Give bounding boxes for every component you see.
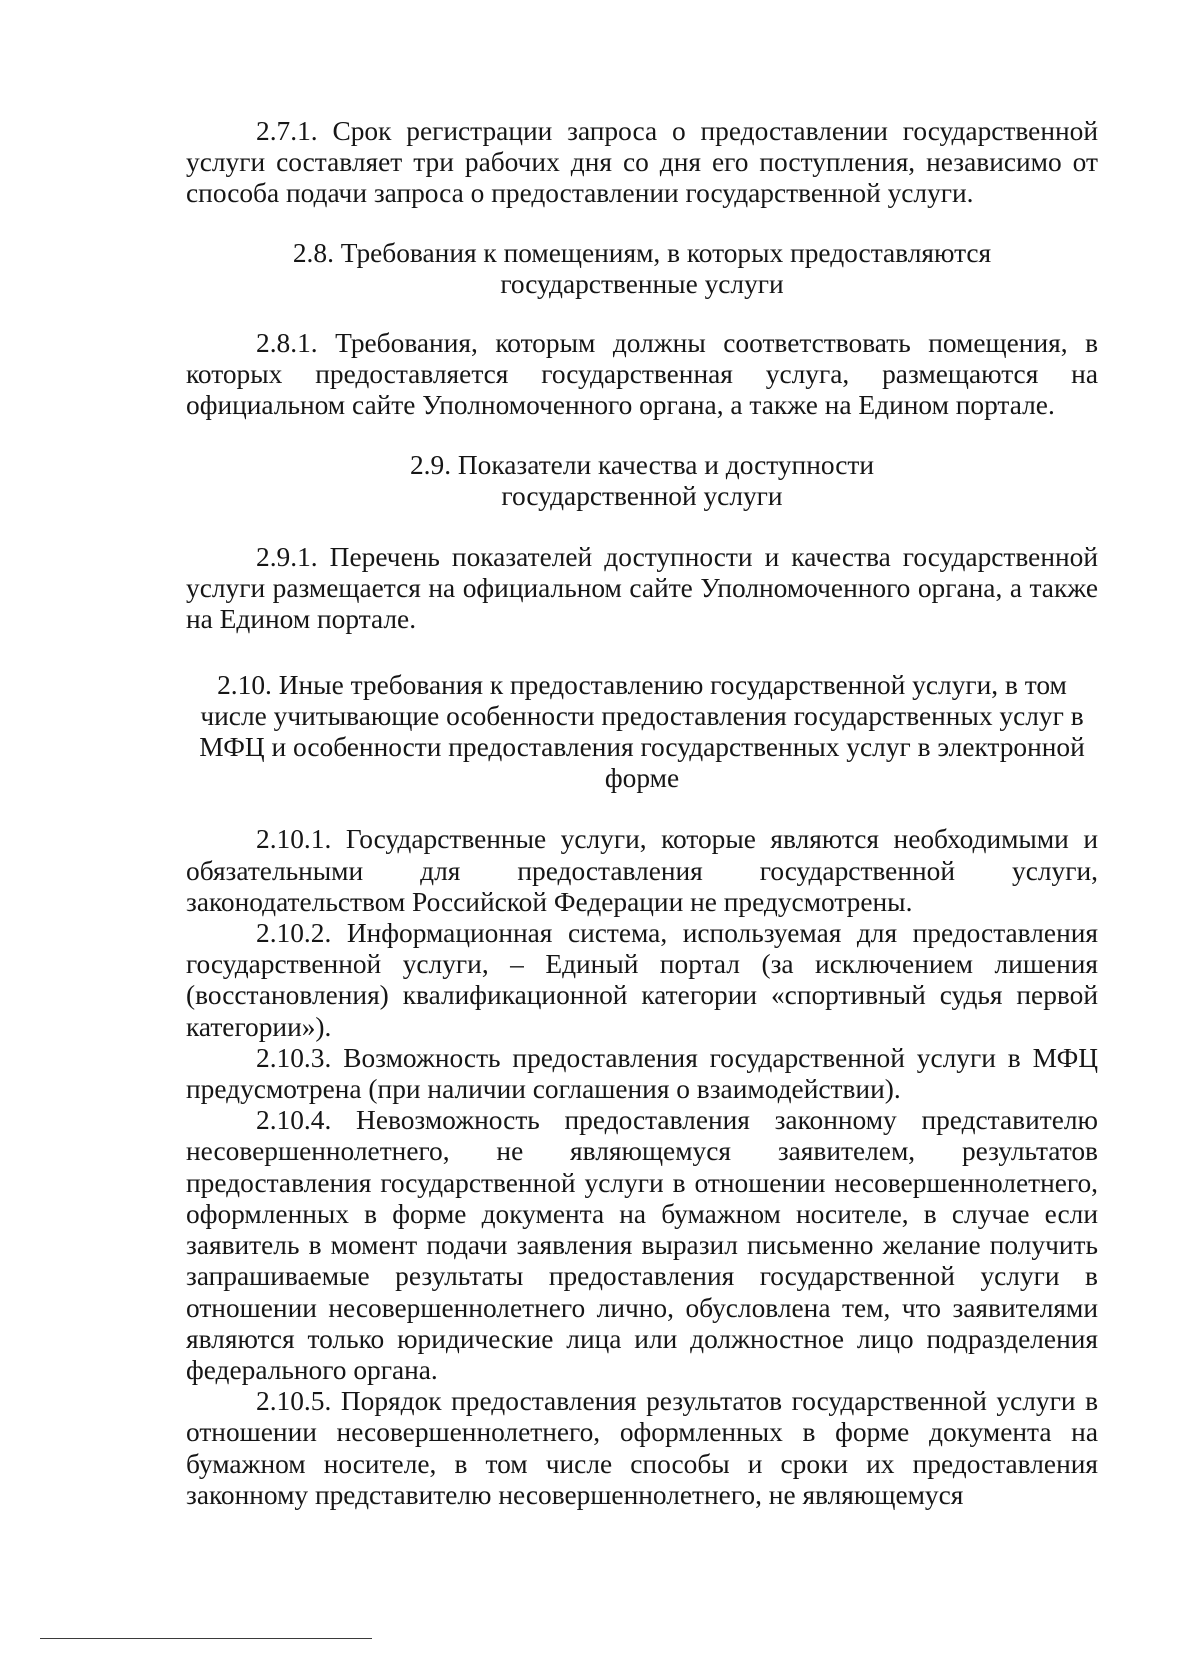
paragraph-2-8-1: 2.8.1. Требования, которым должны соответствовать помещения, в которых предоставляется государственная услуга, размещаются на официальном сайте Уполномоченного органа, а также на Едином портале. bbox=[186, 328, 1098, 421]
heading-2-10-line: МФЦ и особенности предоставления государственных услуг в электронной bbox=[199, 732, 1085, 763]
heading-2-10-line: 2.10. Иные требования к предоставлению государственной услуги, в том bbox=[217, 669, 1067, 700]
heading-2-10-line: форме bbox=[604, 763, 680, 794]
footnote-separator-line bbox=[40, 1638, 372, 1639]
paragraph-2-10-3: 2.10.3. Возможность предоставления государственной услуги в МФЦ предусмотрена (при наличии соглашения о взаимодействии). bbox=[186, 1042, 1098, 1105]
heading-2-9 bbox=[186, 450, 1098, 512]
heading-2-9-line: государственной услуги bbox=[501, 480, 783, 511]
paragraph-2-9-1: 2.9.1. Перечень показателей доступности и качества государственной услуги размещается на официальном сайте Уполномоченного органа, а также на Едином портале. bbox=[186, 542, 1098, 635]
paragraph-2-10-2: 2.10.2. Информационная система, используемая для предоставления государственной услуги, – Единый портал (за исключением лишения (восстановления) квалификационной категории «спортивный судья первой категории»). bbox=[186, 918, 1098, 1042]
paragraph-2-10-4: 2.10.4. Невозможность предоставления законному представителю несовершеннолетнего, не являющемуся заявителем, результатов предоставления государственной услуги в отношении несовершеннолетнего, оформленных в форме документа на бумажном носителе, в случае если заявитель в момент подачи заявления выразил письменно желание получить запрашиваемые результаты предоставления государственной услуги в отношении несовершеннолетнего лично, обусловлена тем, что заявителями являются только юридические лица или должностное лицо подразделения федерального органа. bbox=[186, 1105, 1098, 1385]
heading-2-10-line: числе учитывающие особенности предоставления государственных услуг в bbox=[200, 700, 1084, 731]
heading-2-8-line: 2.8. Требования к помещениям, в которых предоставляются bbox=[292, 237, 992, 268]
heading-2-10 bbox=[186, 670, 1098, 795]
paragraph-2-10-1: 2.10.1. Государственные услуги, которые являются необходимыми и обязательными для предоставления государственной услуги, законодательством Российской Федерации не предусмотрены. bbox=[186, 824, 1098, 917]
document-body bbox=[186, 116, 1098, 1511]
heading-2-8 bbox=[186, 238, 1098, 300]
heading-2-9-line: 2.9. Показатели качества и доступности bbox=[409, 449, 875, 480]
paragraph-2-7-1: 2.7.1. Срок регистрации запроса о предоставлении государственной услуги составляет три рабочих дня со дня его поступления, независимо от способа подачи запроса о предоставлении государственной услуги. bbox=[186, 116, 1098, 209]
heading-2-8-line: государственные услуги bbox=[500, 268, 784, 299]
paragraph-2-10-5: 2.10.5. Порядок предоставления результатов государственной услуги в отношении несовершеннолетнего, оформленных в форме документа на бумажном носителе, в том числе способы и сроки их предоставления законному представителю несовершеннолетнего, не являющемуся bbox=[186, 1386, 1098, 1510]
